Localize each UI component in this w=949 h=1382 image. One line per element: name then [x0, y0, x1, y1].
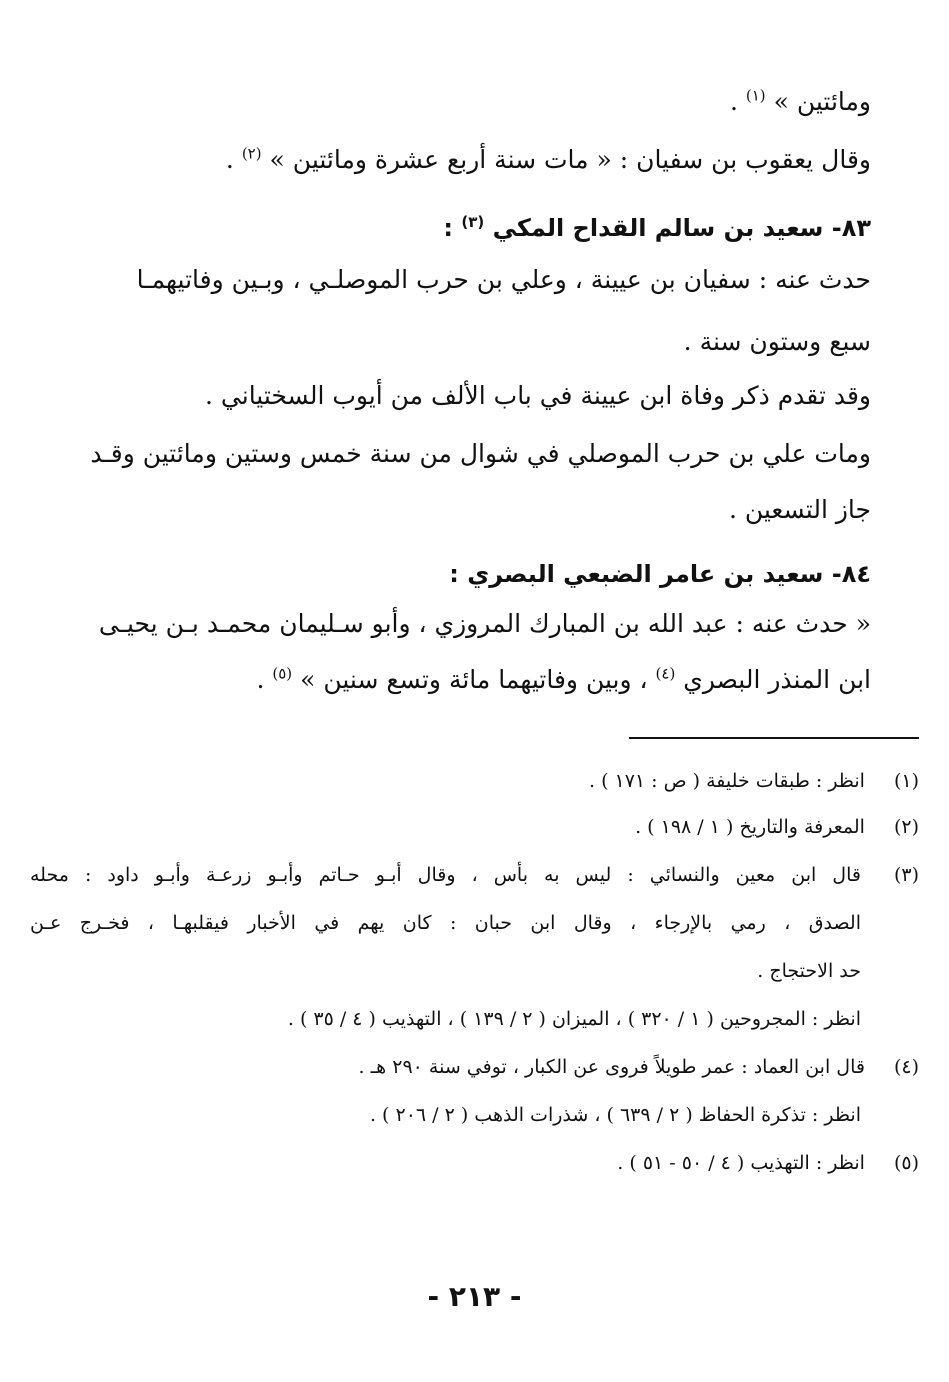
- body-line-4: سبع وستون سنة .: [683, 327, 871, 356]
- footnote-ref[interactable]: (٣): [461, 213, 485, 231]
- footnote-number: (١): [893, 770, 919, 792]
- entry-heading-83: [150, 210, 871, 246]
- body-line-8: « حدث عنه : عبد الله بن المبارك المروزي ، وأبو سـليمان محمـد بـن يحيـى: [98, 609, 871, 638]
- footnote-number: (٢): [893, 816, 919, 838]
- footnote-ref[interactable]: (٢): [241, 144, 262, 163]
- footnote-text: قال ابن معين والنسائي : ليس به بأس ، وقال أبـو حـاتم وأبـو زرعـة وأبـو داود : محله: [30, 864, 861, 886]
- body-line-2: [150, 142, 871, 178]
- footnote-ref[interactable]: (٥): [272, 664, 293, 683]
- footnote-5: [30, 1148, 919, 1178]
- footnote-text: قال ابن العماد : عمر طويلاً فروى عن الكبار ، توفي سنة ٢٩٠ هـ .: [358, 1056, 865, 1078]
- footnote-number: (٤): [893, 1056, 919, 1078]
- footnote-2: [30, 812, 919, 842]
- text-fragment: وقال يعقوب بن سفيان : « مات سنة أربع عشرة ومائتين »: [269, 145, 871, 174]
- text-fragment: ، وبين وفاتيهما مائة وتسع سنين »: [300, 665, 648, 694]
- footnote-text: انظر : طبقات خليفة ( ص : ١٧١ ) .: [588, 770, 865, 792]
- footnote-3-line-3: حد الاحتجاج .: [757, 960, 861, 982]
- heading-text: ٨٣- سعيد بن سالم القداح المكي: [492, 214, 871, 242]
- footnote-number: (٣): [893, 864, 919, 886]
- body-line-6: ومات علي بن حرب الموصلي في شوال من سنة خمس وستين ومائتين وقـد: [90, 439, 871, 468]
- footnote-text: انظر : التهذيب ( ٤ / ٥٠ - ٥١ ) .: [617, 1152, 865, 1174]
- entry-heading-84: ٨٤- سعيد بن عامر الضبعي البصري :: [449, 560, 871, 588]
- punctuation: .: [256, 665, 265, 694]
- footnote-text: المعرفة والتاريخ ( ١ / ١٩٨ ) .: [635, 816, 865, 838]
- punctuation: .: [729, 87, 738, 116]
- footnote-3-line-2: [30, 908, 919, 938]
- footnote-4-line-1: [30, 1052, 919, 1082]
- punctuation: .: [225, 145, 234, 174]
- text-fragment: ومائتين »: [773, 87, 871, 116]
- footnote-1: [30, 766, 919, 796]
- body-line-5: وقد تقدم ذكر وفاة ابن عيينة في باب الألف من أيوب السختياني .: [205, 381, 871, 410]
- footnote-text: الصدق ، رمي بالإرجاء ، وقال ابن حبان : كان يهم في الأخبار فيقلبهـا ، فخـرج عـن: [30, 912, 861, 934]
- text-fragment: ابن المنذر البصري: [683, 665, 871, 694]
- body-line-1: [150, 84, 871, 120]
- footnote-4-line-2: انظر : تذكرة الحفاظ ( ٢ / ٦٣٩ ) ، شذرات الذهب ( ٢ / ٢٠٦ ) .: [369, 1104, 861, 1126]
- body-line-3: حدث عنه : سفيان بن عيينة ، وعلي بن حرب الموصلـي ، وبـين وفاتيهمـا: [136, 265, 871, 294]
- body-line-7: جاز التسعين .: [728, 495, 871, 524]
- body-line-9: [30, 662, 871, 698]
- punctuation: :: [443, 214, 454, 242]
- footnote-3-line-1: [30, 860, 919, 890]
- footnote-3-line-4: انظر : المجروحين ( ١ / ٣٢٠ ) ، الميزان ( ٢ / ١٣٩ ) ، التهذيب ( ٤ / ٣٥ ) .: [287, 1008, 861, 1030]
- page-number: - ٢١٣ -: [427, 1280, 522, 1313]
- footnote-ref[interactable]: (١): [745, 86, 766, 105]
- footnote-ref[interactable]: (٤): [655, 664, 676, 683]
- footnote-separator: [629, 737, 919, 739]
- footnote-number: (٥): [893, 1152, 919, 1174]
